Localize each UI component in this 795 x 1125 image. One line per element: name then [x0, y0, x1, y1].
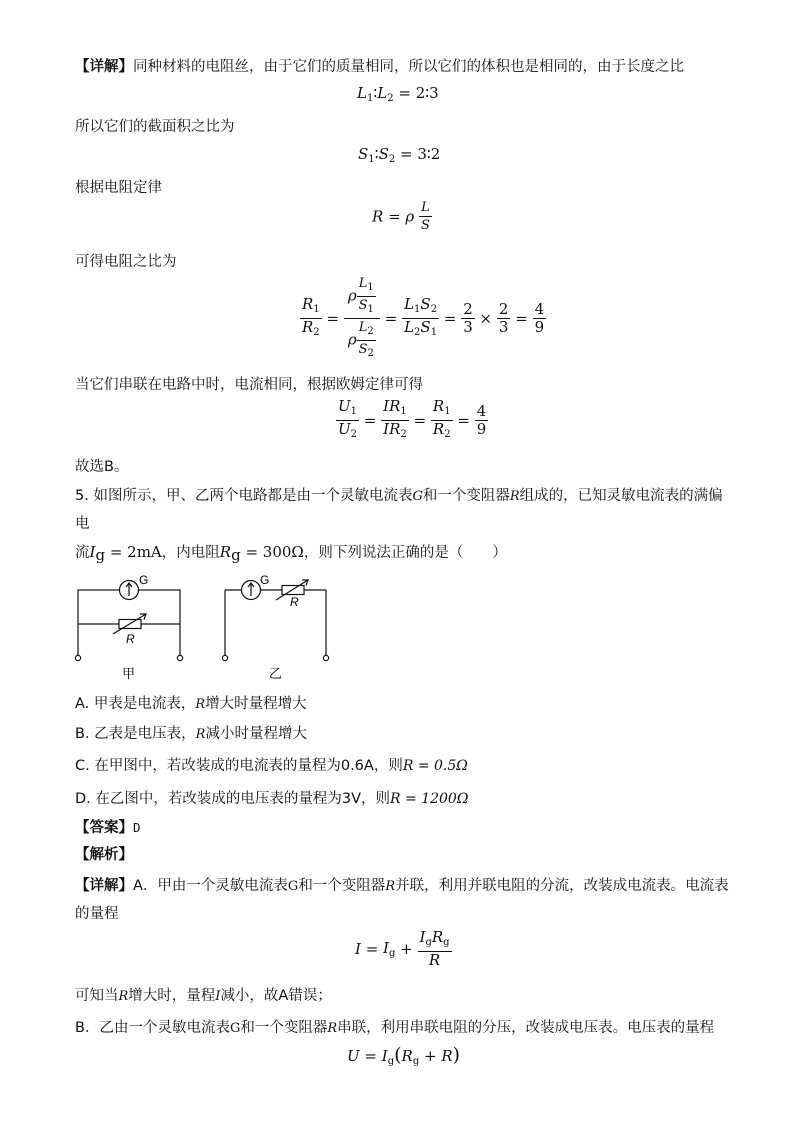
detail-text: 并联，利用并联电阻的分流，改装成电流表。电流表: [395, 878, 729, 894]
caption-yi: 乙: [269, 667, 283, 682]
question-text: 流: [75, 545, 90, 561]
option-a: [75, 692, 307, 713]
text-resistance-ratio-intro: 可得电阻之比为: [75, 254, 177, 270]
option-equation: R = 0.5Ω: [402, 758, 468, 774]
text: 和一个变阻器: [240, 1020, 328, 1036]
symbol-g: G: [412, 489, 423, 504]
option-text: A. 甲表是电流表，: [75, 696, 196, 712]
symbol-ig: I: [89, 543, 96, 561]
label-r-right: R: [290, 595, 299, 609]
option-text: B. 乙表是电压表，: [75, 726, 196, 742]
option-d: [75, 787, 468, 808]
symbol-r: R: [385, 879, 396, 894]
conclusion-a: [75, 984, 332, 1005]
symbol-g: G: [229, 1021, 241, 1036]
text-choose-b: 故选B。: [75, 459, 129, 475]
symbol-r: R: [195, 727, 206, 742]
equation-length-ratio: $L_1∶L_2$ = 2∶3: [357, 84, 439, 104]
equation-area-ratio: $S_1∶S_2$ = 3∶2: [358, 145, 441, 165]
symbol-r: R: [118, 989, 129, 1004]
question-text: 和一个变阻器: [422, 488, 510, 504]
text: 增大时，量程: [128, 988, 216, 1004]
text-resistance-law-intro: 根据电阻定律: [75, 180, 162, 196]
rg-value: = 300Ω: [240, 543, 304, 561]
detail-paragraph-2-line-2: 的量程: [75, 906, 119, 922]
equation-ammeter-range: $I = I_g$ + $\frac{I_gR_g}{R}$: [355, 928, 450, 969]
question-5-line-1: [75, 484, 723, 505]
answer-label: 【答案】: [75, 820, 133, 836]
option-b: [75, 722, 307, 743]
question-text: 5. 如图所示，甲、乙两个电路都是由一个灵敏电流表: [75, 488, 413, 504]
caption-jia: 甲: [122, 667, 136, 682]
equation-resistance-law: R = ρ $\frac{L}{S}$: [372, 200, 430, 233]
ig-value: = 2mA: [105, 543, 162, 561]
explanation-b: [75, 1016, 714, 1037]
label-g-left: G: [139, 573, 149, 587]
symbol-g: G: [287, 879, 299, 894]
question-text: ，则下列说法正确的是（ ）: [303, 545, 507, 561]
text-area-ratio-intro: 所以它们的截面积之比为: [75, 119, 235, 135]
text: 可知当: [75, 988, 119, 1004]
question-text: ，内电阻: [161, 545, 220, 561]
symbol-r: R: [509, 489, 520, 504]
text: 减小，故A错误；: [220, 988, 332, 1004]
text: 串联，利用串联电阻的分压，改装成电压表。电压表的量程: [337, 1020, 715, 1036]
answer-value: D: [133, 820, 141, 835]
detail-text: 同种材料的电阻丝，由于它们的质量相同，所以它们的体积也是相同的，由于长度之比: [133, 59, 684, 75]
circuit-left: [75, 581, 182, 661]
option-text: 增大时量程增大: [205, 696, 307, 712]
question-text: 组成的，已知灵敏电流表的满偏: [519, 488, 723, 504]
symbol-i: I: [215, 989, 221, 1004]
text: B．乙由一个灵敏电流表: [75, 1020, 230, 1036]
text-series-circuit-intro: 当它们串联在电路中时，电流相同，根据欧姆定律可得: [75, 377, 423, 393]
subscript: g: [95, 546, 106, 564]
symbol-rg: R: [219, 543, 232, 561]
question-5-line-2: 电: [75, 516, 90, 532]
detail-text: A．甲由一个灵敏电流表: [133, 878, 288, 894]
detail-bracket-label: 【详解】: [75, 59, 133, 75]
equation-resistance-ratio: $\frac{R_1}{R_2}$ = ρ $\frac{L_1}{S_1}$ ρ $\frac{L_2}{S_2}$ = $\frac{L_1S_2}{L_2S_1}$ = $\frac{2}{3}$ × $\frac{2}{3}$ = $\frac{4}{9}$: [302, 276, 545, 359]
circuit-right: [222, 580, 328, 661]
detail-bracket-label: 【详解】: [75, 878, 133, 894]
label-g-right: G: [260, 573, 270, 587]
option-c: [75, 754, 468, 775]
answer-line: [75, 816, 141, 837]
symbol-r: R: [195, 697, 206, 712]
question-5-line-3: [75, 541, 507, 564]
symbol-r: R: [327, 1021, 338, 1036]
subscript: g: [231, 546, 241, 564]
detail-paragraph-1: [75, 55, 684, 76]
equation-voltage-ratio: $\frac{U_1}{U_2}$ = $\frac{IR_1}{IR_2}$ = $\frac{R_1}{R_2}$ = $\frac{4}{9}$: [338, 397, 487, 440]
option-equation: R = 1200Ω: [390, 791, 469, 807]
equation-voltmeter-range: $U = I_g(R_g + R)$: [347, 1044, 461, 1067]
circuit-diagram: [70, 570, 350, 685]
option-text: D. 在乙图中，若改装成的电压表的量程为3V，则: [75, 791, 391, 807]
detail-text: 和一个变阻器: [298, 878, 386, 894]
label-r-left: R: [126, 632, 135, 646]
analysis-label: 【解析】: [75, 847, 133, 863]
option-text: C. 在甲图中，若改装成的电流表的量程为0.6A，则: [75, 758, 403, 774]
option-text: 减小时量程增大: [205, 726, 307, 742]
detail-paragraph-2: [75, 874, 729, 895]
